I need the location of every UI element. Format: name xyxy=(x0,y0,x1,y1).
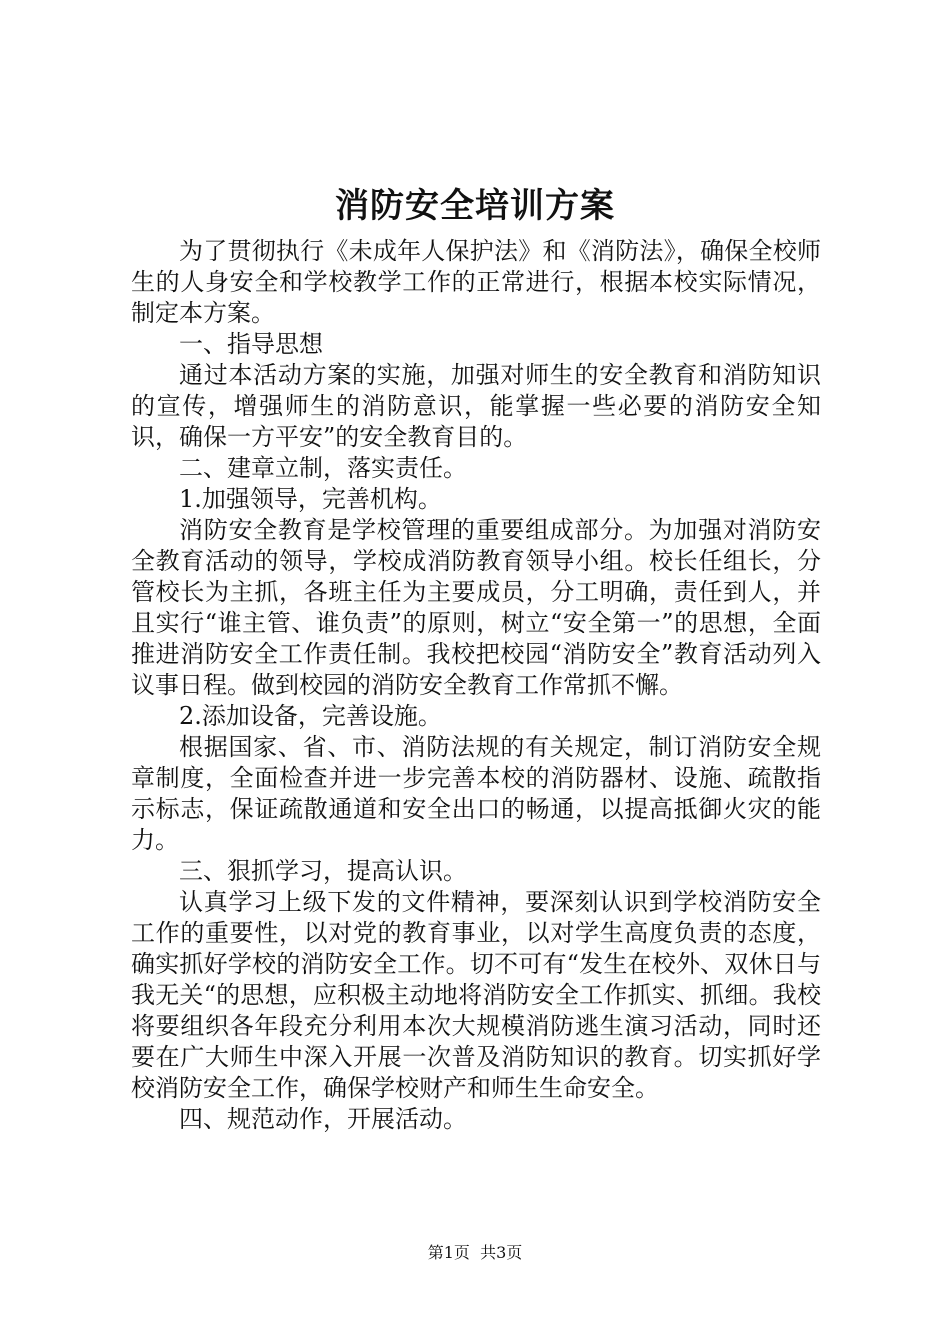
heading-section-2: 二、建章立制，落实责任。 xyxy=(179,454,467,482)
document-title: 消防安全培训方案 xyxy=(335,186,615,226)
subheading-2-1: 1.加强领导，完善机构。 xyxy=(179,485,442,513)
subheading-2-2: 2.添加设备，完善设施。 xyxy=(179,702,442,730)
page-number: 第1页 xyxy=(427,1243,470,1262)
paragraph-section-3: 认真学习上级下发的文件精神，要深刻认识到学校消防安全工作的重要性，以对党的教育事业，以对学生高度负责的态度，确实抓好学校的消防安全工作。切不可有“发生在校外、双休日与我无关“的思想，应积极主动地将消防安全工作抓实、抓细。我校将要组织各年段充分利用本次大规模消防逃生演习活动，同时还要在广大师生中深入开展一次普及消防知识的教育。切实抓好学校消防安全工作，确保学校财产和师生生命安全。 xyxy=(131,888,821,1102)
heading-section-1: 一、指导思想 xyxy=(179,330,323,358)
paragraph-section-1: 通过本活动方案的实施，加强对师生的安全教育和消防知识的宣传，增强师生的消防意识，能掌握一些必要的消防安全知识，确保一方平安”的安全教育目的。 xyxy=(131,361,821,451)
document-body xyxy=(131,236,821,1135)
paragraph-intro: 为了贯彻执行《未成年人保护法》和《消防法》，确保全校师生的人身安全和学校教学工作的正常进行，根据本校实际情况，制定本方案。 xyxy=(131,237,821,327)
paragraph-2-1: 消防安全教育是学校管理的重要组成部分。为加强对消防安全教育活动的领导，学校成消防教育领导小组。校长任组长，分管校长为主抓，各班主任为主要成员，分工明确，责任到人，并且实行“谁主管、谁负责”的原则，树立“安全第一”的思想，全面推进消防安全工作责任制。我校把校园“消防安全”教育活动列入议事日程。做到校园的消防安全教育工作常抓不懈。 xyxy=(131,516,821,699)
paragraph-2-2: 根据国家、省、市、消防法规的有关规定，制订消防安全规章制度，全面检查并进一步完善本校的消防器材、设施、疏散指示标志，保证疏散通道和安全出口的畅通，以提高抵御火灾的能力。 xyxy=(131,733,821,854)
page-footer xyxy=(0,1242,950,1264)
page-total: 共3页 xyxy=(480,1243,523,1262)
heading-section-3: 三、狠抓学习，提高认识。 xyxy=(179,857,467,885)
heading-section-4: 四、规范动作，开展活动。 xyxy=(179,1105,467,1133)
